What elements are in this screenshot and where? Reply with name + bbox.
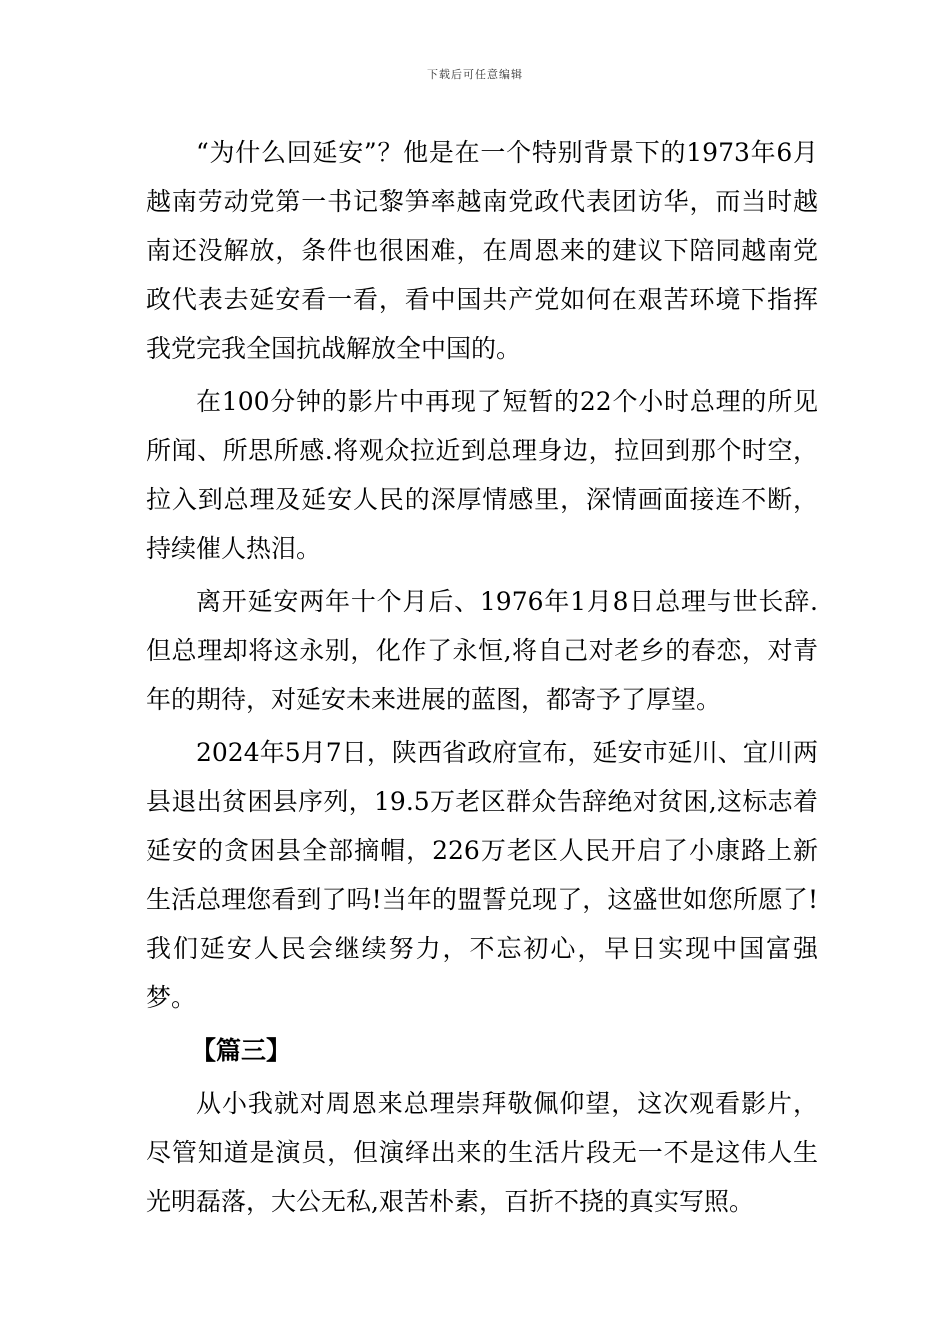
paragraph-5: 从小我就对周恩来总理崇拜敬佩仰望，这次观看影片，尽管知道是演员，但演绎出来的生活片段无一不是这伟人生光明磊落，大公无私,艰苦朴素，百折不挠的真实写照。 [146,1089,818,1216]
paragraph-2: 在100分钟的影片中再现了短暂的22个小时总理的所见所闻、所思所感.将观众拉近到总理身边，拉回到那个时空，拉入到总理及延安人民的深厚情感里，深情画面接连不断，持续催人热泪。 [146,387,818,563]
paragraph-3: 离开延安两年十个月后、1976年1月8日总理与世长辞.但总理却将这永别，化作了永恒,将自己对老乡的春恋，对青年的期待，对延安未来进展的蓝图，都寄予了厚望。 [146,587,818,714]
paragraph-1: “为什么回延安”？他是在一个特别背景下的1973年6月越南劳动党第一书记黎笋率越南党政代表团访华，而当时越南还没解放，条件也很困难，在周恩来的建议下陪同越南党政代表去延安看一看，看中国共产党如何在艰苦环境下指挥我党完我全国抗战解放全中国的。 [146,138,818,363]
paragraph-4: 2024年5月7日，陕西省政府宣布，延安市延川、宜川两县退出贫困县序列，19.5万老区群众告辞绝对贫困,这标志着延安的贪困县全部摘帽，226万老区人民开启了小康路上新生活总理您看到了吗!当年的盟誓兑现了，这盛世如您所愿了!我们延安人民会继续努力，不忘初心，早日实现中国富强梦。 [146,738,818,1012]
section-title: 【篇三】 [191,1036,292,1065]
page-header: 下载后可任意编辑 [427,68,523,81]
document-body [146,128,818,1230]
